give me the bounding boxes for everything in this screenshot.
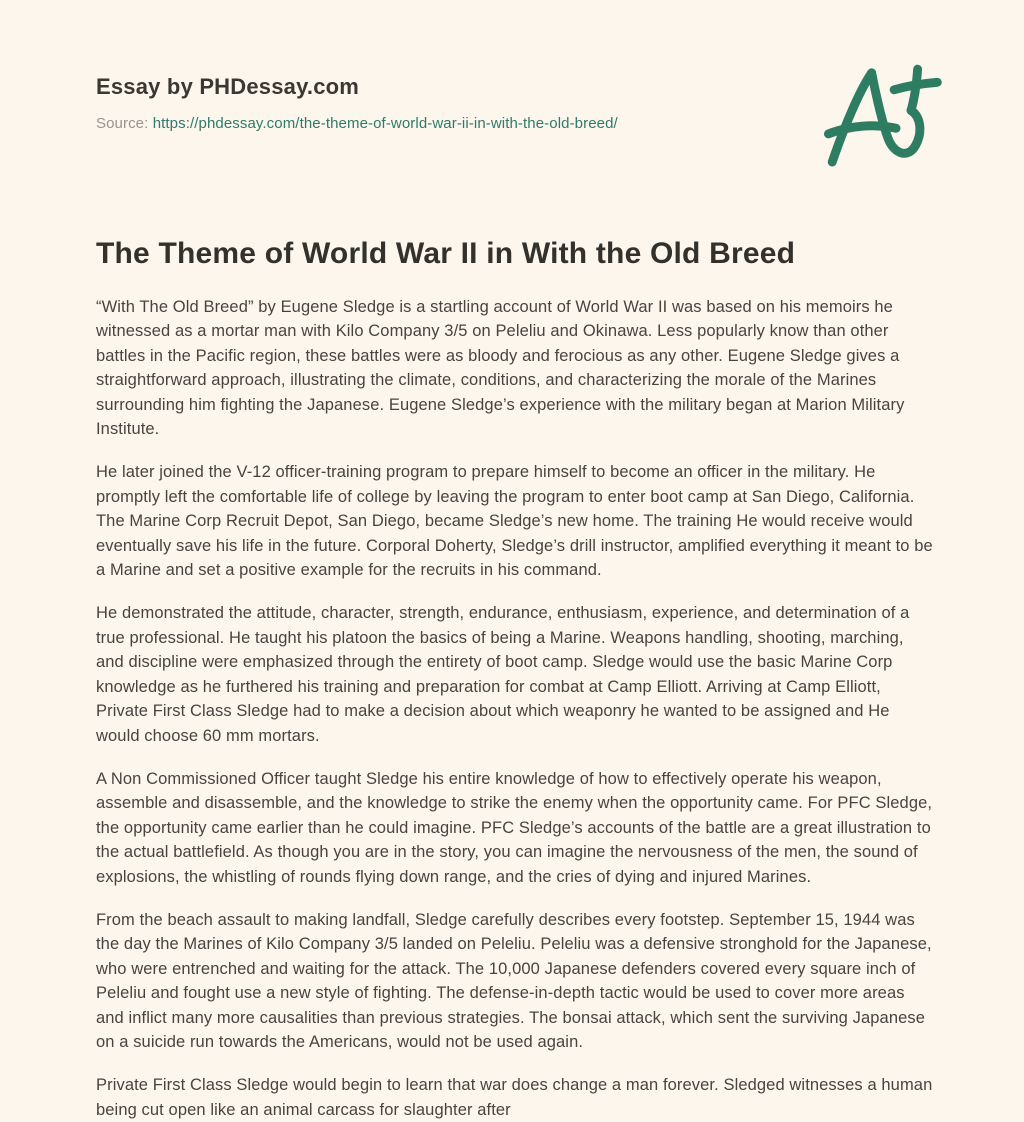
essay-paragraph: He later joined the V-12 officer-training program to prepare himself to become an officer in the military. He promptly left the comfortable life of college by leaving the program to enter boot camp at San Diego, California. The Marine Corp Recruit Depot, San Diego, became Sledge’s new home. The training He would receive would eventually save his life in the future. Corporal Doherty, Sledge’s drill instructor, amplified everything it meant to be a Marine and set a positive example for the recruits in his command.: [96, 463, 933, 580]
header-text-block: [96, 74, 618, 132]
brand-title: Essay by PHDessay.com: [96, 74, 360, 99]
phdessay-a-plus-logo-icon: [820, 64, 942, 175]
source-label: Source:: [96, 115, 149, 132]
source-line: [96, 115, 618, 132]
source-url-link[interactable]: https://phdessay.com/the-theme-of-world-war-ii-in-with-the-old-breed/: [152, 115, 618, 132]
essay-paragraph: He demonstrated the attitude, character, strength, endurance, enthusiasm, experience, and determination of a true professional. He taught his platoon the basics of being a Marine. Weapons handling, shooting, marching, and discipline were emphasized through the entirety of boot camp. Sledge would use the basic Marine Corp knowledge as he furthered his training and preparation for combat at Camp Elliott. Arriving at Camp Elliott, Private First Class Sledge had to make a decision about which weaponry he wanted to be assigned and He would choose 60 mm mortars.: [96, 604, 910, 745]
essay-paragraph: Private First Class Sledge would begin to learn that war does change a man forever. Sledged witnesses a human being cut open like an animal carcass for slaughter after: [96, 1076, 933, 1119]
essay-paragraph: A Non Commissioned Officer taught Sledge his entire knowledge of how to effectively operate his weapon, assemble and disassemble, and the knowledge to strike the enemy when the opportunity came. For PFC Sledge, the opportunity came earlier than he could imagine. PFC Sledge’s accounts of the battle are a great illustration to the actual battlefield. As though you are in the story, you can imagine the nervousness of the men, the sound of explosions, the whistling of rounds flying down range, and the cries of dying and injured Marines.: [96, 769, 933, 886]
page-header: [96, 74, 944, 175]
essay-paragraph: From the beach assault to making landfall, Sledge carefully describes every footstep. September 15, 1944 was the day the Marines of Kilo Company 3/5 landed on Peleliu. Peleliu was a defensive stronghold for the Japanese, who were entrenched and waiting for the attack. The 10,000 Japanese defenders covered every square inch of Peleliu and fought use a new style of fighting. The defense-in-depth tactic would be used to cover more areas and inflict many more causalities than previous strategies. The bonsai attack, which sent the surviving Japanese on a suicide run towards the Americans, would not be used again.: [96, 910, 932, 1051]
essay-paragraph: “With The Old Breed” by Eugene Sledge is a startling account of World War II was based on his memoirs he witnessed as a mortar man with Kilo Company 3/5 on Peleliu and Okinawa. Less popularly know than other battles in the Pacific region, these battles were as bloody and ferocious as any other. Eugene Sledge gives a straightforward approach, illustrating the climate, conditions, and characterizing the morale of the Marines surrounding him fighting the Japanese. Eugene Sledge’s experience with the military began at Marion Military Institute.: [96, 298, 905, 439]
essay-title: The Theme of World War II in With the Old Breed: [96, 237, 796, 270]
essay-body: [96, 295, 944, 1122]
